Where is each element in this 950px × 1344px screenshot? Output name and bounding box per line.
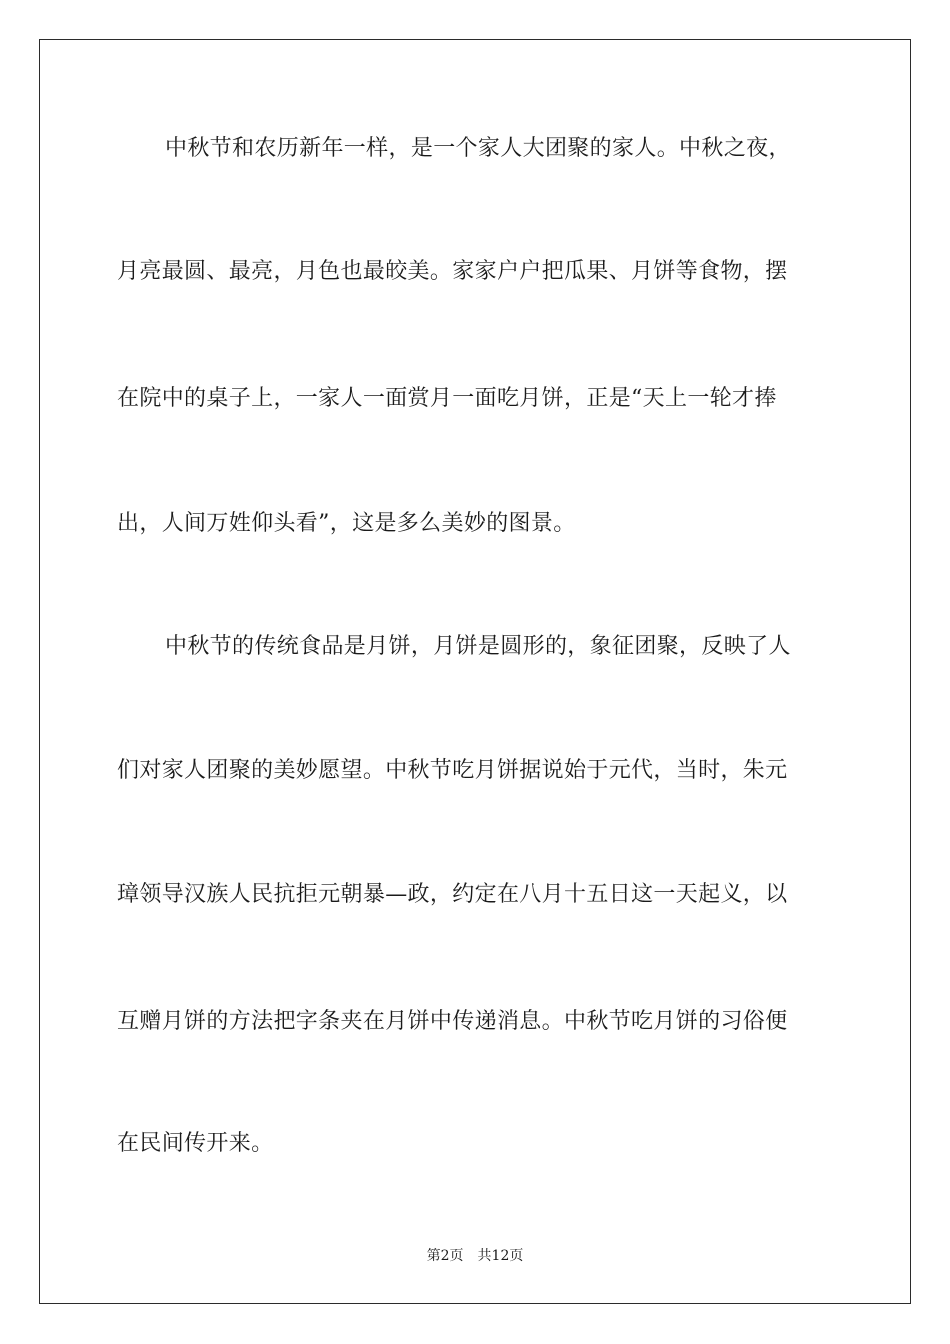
paragraph-line: 出，人间万姓仰头看”，这是多么美妙的图景。 bbox=[117, 511, 576, 536]
page-number: 第2页 bbox=[426, 1248, 464, 1264]
paragraph-line: 璋领导汉族人民抗拒元朝暴—政，约定在八月十五日这一天起义，以 bbox=[117, 882, 788, 907]
paragraph-line: 中秋节的传统食品是月饼，月饼是圆形的，象征团聚，反映了人 bbox=[165, 634, 791, 659]
page-footer bbox=[0, 1247, 950, 1265]
paragraph-line: 中秋节和农历新年一样，是一个家人大团聚的家人。中秋之夜， bbox=[165, 136, 791, 161]
paragraph-line: 月亮最圆、最亮，月色也最皎美。家家户户把瓜果、月饼等食物，摆 bbox=[117, 259, 788, 284]
page-total: 共12页 bbox=[477, 1248, 524, 1264]
paragraph-line: 互赠月饼的方法把字条夹在月饼中传递消息。中秋节吃月饼的习俗便 bbox=[117, 1009, 788, 1034]
page-border bbox=[39, 39, 911, 1304]
paragraph-line: 们对家人团聚的美妙愿望。中秋节吃月饼据说始于元代，当时，朱元 bbox=[117, 758, 788, 783]
paragraph-line: 在民间传开来。 bbox=[117, 1131, 274, 1156]
paragraph-line: 在院中的桌子上，一家人一面赏月一面吃月饼，正是“天上一轮才捧 bbox=[117, 386, 777, 411]
